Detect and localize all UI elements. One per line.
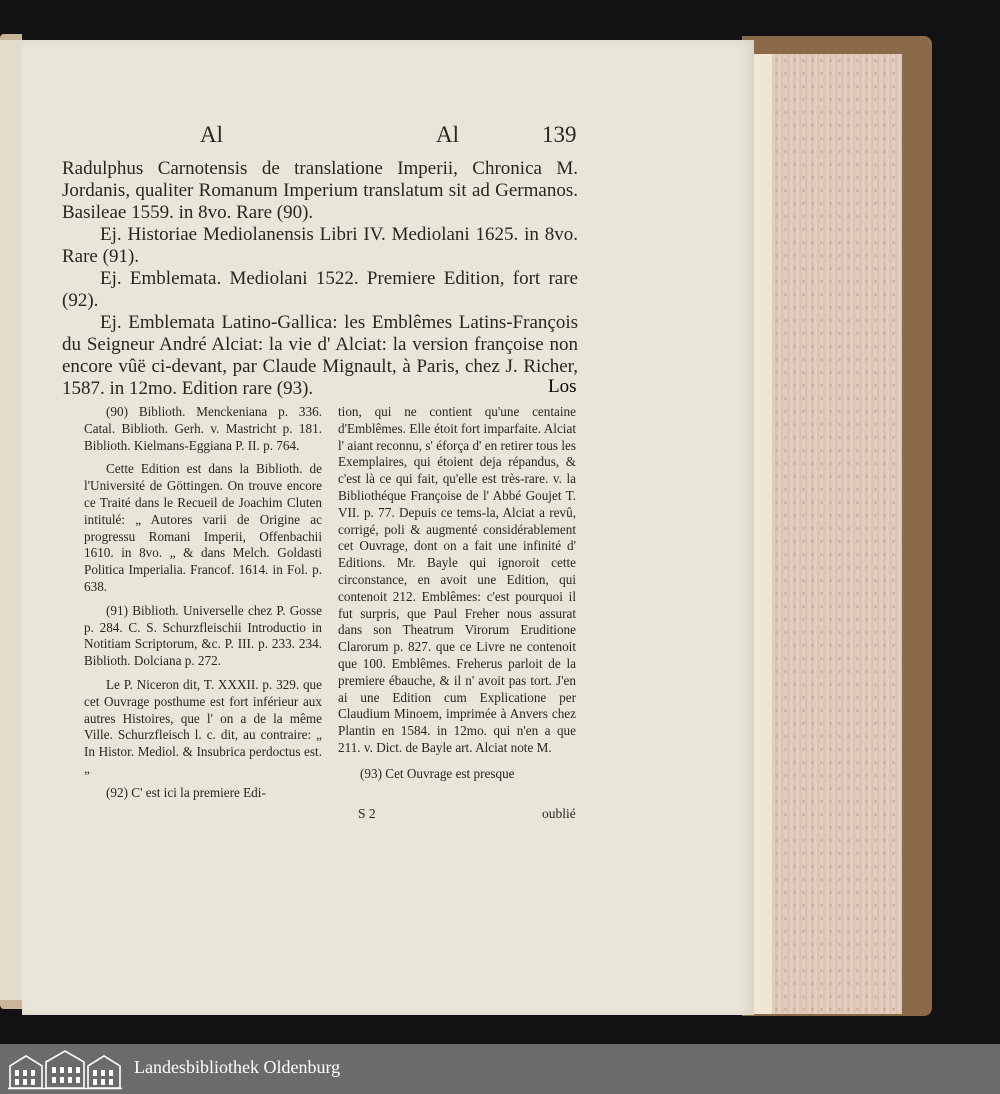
left-page-edge xyxy=(0,40,22,1000)
footnote: tion, qui ne contient qu'une centaine d'Emblêmes. Elle étoit fort imparfaite. Alciat l' aiant reconnu, s' éforça d' en retirer tous les Exemplaires, qui étoient deja répandus, & c'est là ce qui fait, qu'elle est très-rare. v. la Bibliothéque Françoise de l' Abbé Goujet T. VII. p. 77. Depuis ce tems-la, Alciat a revû, corrigé, poli & augmenté considérablement cet Ouvrage, dont on a fait une infinité d' Editions. Mr. Bayle qui ignoroit cette circonstance, en avoit une Edition, qui contenoit 212. Emblêmes: c'est pourquoi il fut surpris, que Paul Freher nous assurat dans son Theatrum Virorum Eruditione Clarorum p. 827. que ce Livre ne contenoit que 100. Emblêmes. Freherus parloit de la premiere ébauche, & il n' avoit pas tort. J'en ai une Edition cum Explicatione per Claudium Minoem, imprimée à Anvers chez Plantin en 1584. in 12mo. qui n'en a que 211. v. Dict. de Bayle art. Alciat note M. xyxy=(338,404,576,755)
entry-paragraph: Radulphus Carnotensis de translatione Imperii, Chronica M. Jordanis, qualiter Romanum Imperium translatum sit ad Germanos. Basileae 1559. in 8vo. Rare (90). xyxy=(62,158,578,223)
footnote: (93) Cet Ouvrage est presque xyxy=(360,765,515,781)
book-fore-edge xyxy=(754,54,902,1014)
footnote: Le P. Niceron dit, T. XXXII. p. 329. que cet Ouvrage posthume est fort inférieur aux autres Histoires, que l' on a de la même Ville. Schurzfleisch l. c. dit, au contraire: „ In Histor. Mediol. & Insubrica perdoctus est. „ xyxy=(84,676,322,776)
running-head-left: Al xyxy=(200,122,223,147)
page-number: 139 xyxy=(542,122,577,147)
footnote: (91) Biblioth. Universelle chez P. Gosse p. 284. C. S. Schurzfleischii Introductio in Notitiam Scriptorum, &c. P. III. p. 233. 234. Biblioth. Dolciana p. 272. xyxy=(84,602,322,669)
footnote: (92) C' est ici la premiere Edi- xyxy=(106,784,266,800)
entry-paragraph: Ej. Emblemata Latino-Gallica: les Emblêmes Latins-François du Seigneur André Alciat: la vie d' Alciat: la version françoise non encore vûë ci-devant, par Claude Mignault, à Paris, chez J. Richer, 1587. in 12mo. Edition rare (93). xyxy=(62,312,578,399)
main-text xyxy=(62,158,578,400)
signature-mark: S 2 xyxy=(358,806,376,821)
foot-catchword: oublié xyxy=(542,806,576,821)
entry-paragraph: Ej. Emblemata. Mediolani 1522. Premiere Edition, fort rare (92). xyxy=(62,268,578,311)
footnotes-right-column xyxy=(338,404,576,783)
footnote: (90) Biblioth. Menckeniana p. 336. Catal. Biblioth. Gerh. v. Mastricht p. 181. Biblioth. Kielmans-Eggiana P. II. p. 764. xyxy=(84,404,322,453)
catchword: Los xyxy=(548,376,577,397)
library-name: Landesbibliothek Oldenburg xyxy=(134,1057,341,1077)
footnote: Cette Edition est dans la Biblioth. de l'Université de Göttingen. On trouve encore ce Traité dans le Recueil de Joachim Cluten intitulé: „ Autores varii de Origine ac progressu Romani Imperii, Offenbachii 1610. in 8vo. „ & dans Melch. Goldasti Politica Imperialia. Francof. 1614. in Fol. p. 638. xyxy=(84,461,322,594)
fore-edge-speckle xyxy=(754,54,902,1014)
entry-paragraph: Ej. Historiae Mediolanensis Libri IV. Mediolani 1625. in 8vo. Rare (91). xyxy=(62,224,578,267)
running-head-center: Al xyxy=(436,122,459,147)
library-building-logo-icon xyxy=(6,1048,124,1090)
footnotes-left-column xyxy=(84,404,322,802)
